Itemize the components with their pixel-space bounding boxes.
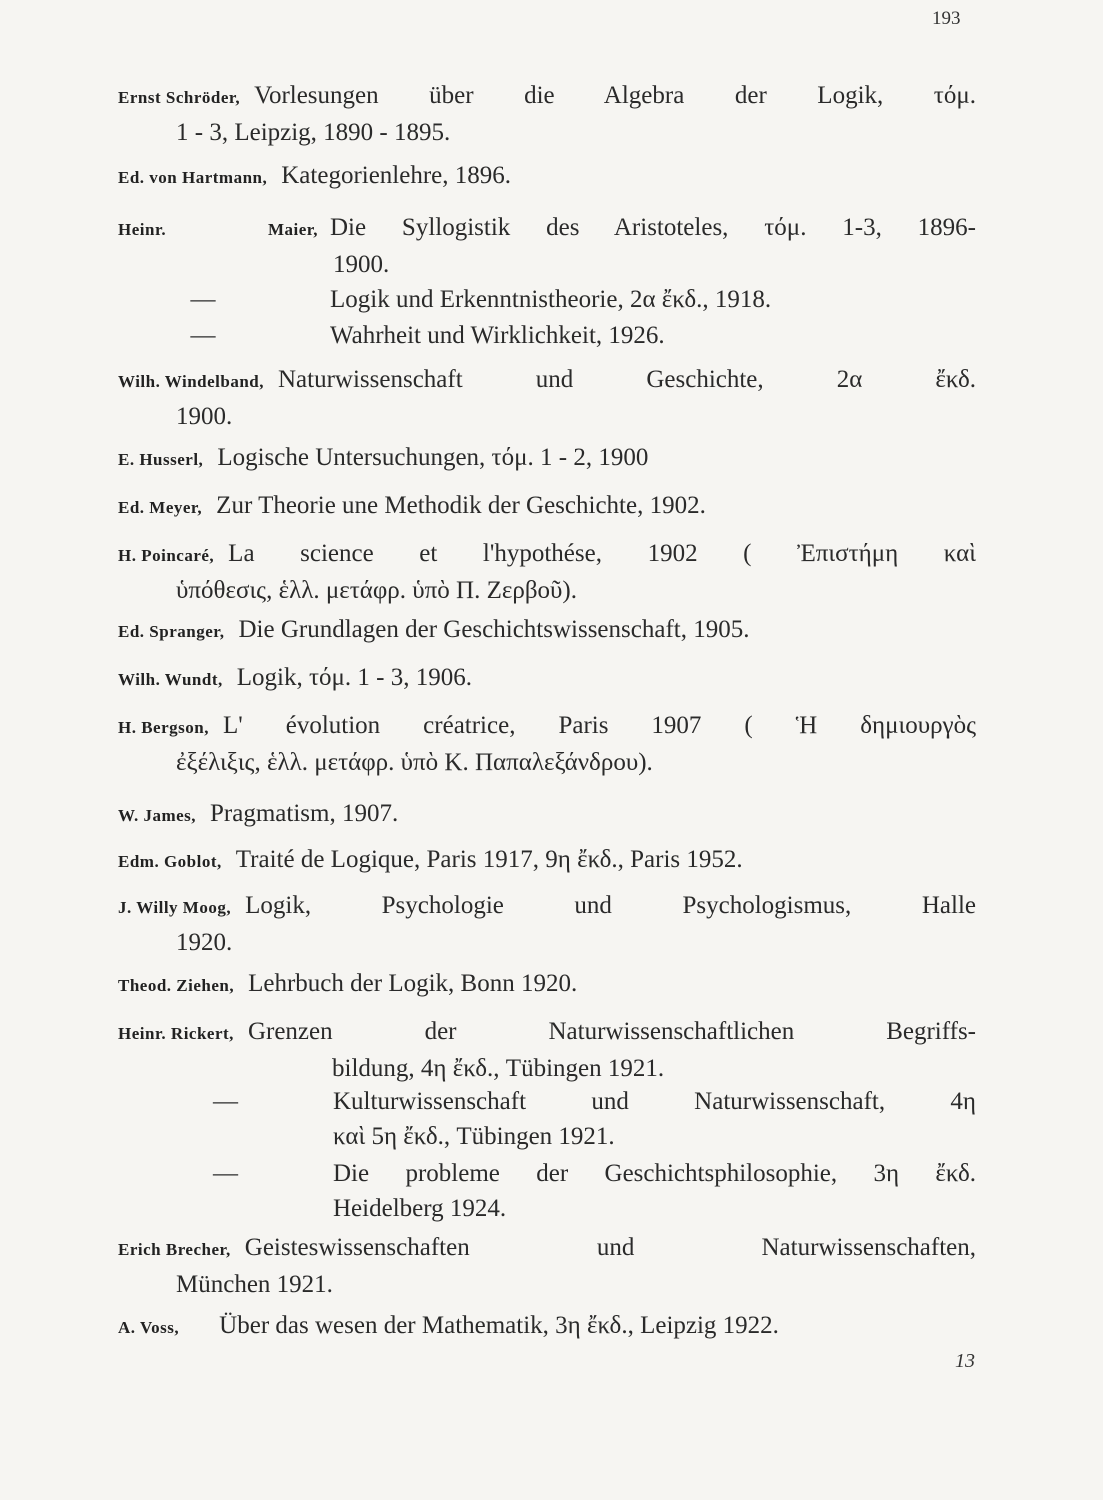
bibliography-entry (118, 282, 976, 317)
entry-text: Traité de Logique, Paris 1917, 9η ἔκδ., Paris 1952. (235, 846, 743, 873)
bibliography-entry (118, 78, 976, 150)
bibliography-entry (118, 1308, 976, 1345)
bibliography-entry (118, 888, 976, 960)
entry-text: καὶ 5η ἔκδ., Tübingen 1921. (333, 1123, 615, 1150)
entry-text: Pragmatism, 1907. (210, 800, 399, 827)
page-number: 193 (932, 8, 961, 29)
entry-text: Zur Theorie une Methodik der Geschichte, 1902. (216, 492, 706, 519)
bibliography-entry (118, 796, 976, 833)
bibliography-entry (118, 612, 976, 649)
entry-text: ἐξέλιξις, ἑλλ. μετάφρ. ὑπὸ Κ. Παπαλεξάνδρου). (176, 749, 653, 776)
entry-text: 1920. (176, 929, 233, 956)
entry-text: Logische Untersuchungen, τόμ. 1 - 2, 1900 (217, 444, 649, 471)
entry-text: Grenzen der Naturwissenschaftlichen Begriffs- (247, 1018, 976, 1045)
bibliography-entry (118, 1156, 976, 1226)
bibliography-entry (118, 660, 976, 697)
entry-author: Edm. Goblot, (118, 852, 222, 871)
entry-text: Die Grundlagen der Geschichtswissenschaft, 1905. (238, 616, 750, 643)
bibliography-entry (118, 158, 976, 195)
entry-text: Über das wesen der Mathematik, 3η ἔκδ., Leipzig 1922. (219, 1312, 779, 1339)
bibliography-entry (118, 1084, 976, 1154)
entry-text: 1900. (333, 251, 390, 278)
entry-text: Geisteswissenschaften und Naturwissenschaften, (244, 1234, 976, 1261)
ditto-dash: — (213, 1088, 238, 1115)
bibliography-entry (118, 842, 976, 879)
bibliography-entry (118, 362, 976, 434)
entry-text: Die probleme der Geschichtsphilosophie, 3η ἔκδ. (333, 1160, 976, 1187)
entry-author: Ed. Spranger, (118, 622, 225, 641)
entry-author: Ernst Schröder, (118, 88, 241, 107)
entry-text: Logik, τόμ. 1 - 3, 1906. (236, 664, 473, 691)
ditto-dash: — (190, 286, 216, 313)
signature-mark: 13 (955, 1350, 975, 1372)
entry-text: La science et l'hypothése, 1902 ( Ἐπιστήμη καὶ (228, 540, 976, 567)
entry-text: Lehrbuch der Logik, Bonn 1920. (248, 970, 578, 997)
entry-text: ὑπόθεσις, ἑλλ. μετάφρ. ὑπὸ Π. Ζερβοῦ). (176, 577, 577, 604)
entry-text: Kategorienlehre, 1896. (281, 162, 512, 189)
entry-author: E. Husserl, (118, 450, 204, 469)
bibliography-entry (118, 966, 976, 1003)
ditto-dash: — (190, 322, 216, 349)
entry-text: Die Syllogistik des Aristoteles, τόμ. 1-3, 1896- (330, 214, 976, 241)
entry-text: L' évolution créatrice, Paris 1907 ( Ἡ δημιουργὸς (222, 712, 976, 739)
entry-text: 1900. (176, 403, 233, 430)
entry-author: Heinr. Maier, (118, 220, 318, 239)
entry-text: Vorlesungen über die Algebra der Logik, τόμ. (254, 82, 976, 109)
entry-text: bildung, 4η ἔκδ., Tübingen 1921. (332, 1055, 665, 1082)
bibliography-entry (118, 708, 976, 780)
entry-author: A. Voss, (118, 1318, 180, 1337)
ditto-dash: — (213, 1160, 238, 1187)
entry-author: Ed. Meyer, (118, 498, 203, 517)
entry-author: W. James, (118, 806, 197, 825)
entry-text: 1 - 3, Leipzig, 1890 - 1895. (176, 119, 451, 146)
bibliography-entry (118, 1230, 976, 1302)
entry-text: Naturwissenschaft und Geschichte, 2α ἔκδ. (278, 366, 976, 393)
entry-author: Erich Brecher, (118, 1240, 231, 1259)
bibliography-entry (118, 210, 976, 282)
entry-text: Logik und Erkenntnistheorie, 2α ἔκδ., 1918. (330, 286, 772, 313)
entry-author: Heinr. Rickert, (118, 1024, 234, 1043)
entry-author: Ed. von Hartmann, (118, 168, 268, 187)
entry-text: Kulturwissenschaft und Naturwissenschaft, 4η (333, 1088, 976, 1115)
entry-author: Theod. Ziehen, (118, 976, 235, 995)
entry-author: J. Willy Moog, (118, 898, 232, 917)
entry-text: Logik, Psychologie und Psychologismus, Halle (245, 892, 976, 919)
entry-author: H. Poincaré, (118, 546, 215, 565)
bibliography-entry (118, 488, 976, 525)
bibliography-entry (118, 536, 976, 608)
bibliography-entry (118, 318, 976, 353)
bibliography-entry (118, 440, 976, 477)
bibliography-entry (118, 1014, 976, 1086)
entry-author: Wilh. Windelband, (118, 372, 264, 391)
entry-text: München 1921. (176, 1271, 333, 1298)
entry-author: H. Bergson, (118, 718, 209, 737)
entry-author: Wilh. Wundt, (118, 670, 223, 689)
entry-text: Wahrheit und Wirklichkeit, 1926. (330, 322, 665, 349)
entry-text: Heidelberg 1924. (333, 1195, 507, 1222)
